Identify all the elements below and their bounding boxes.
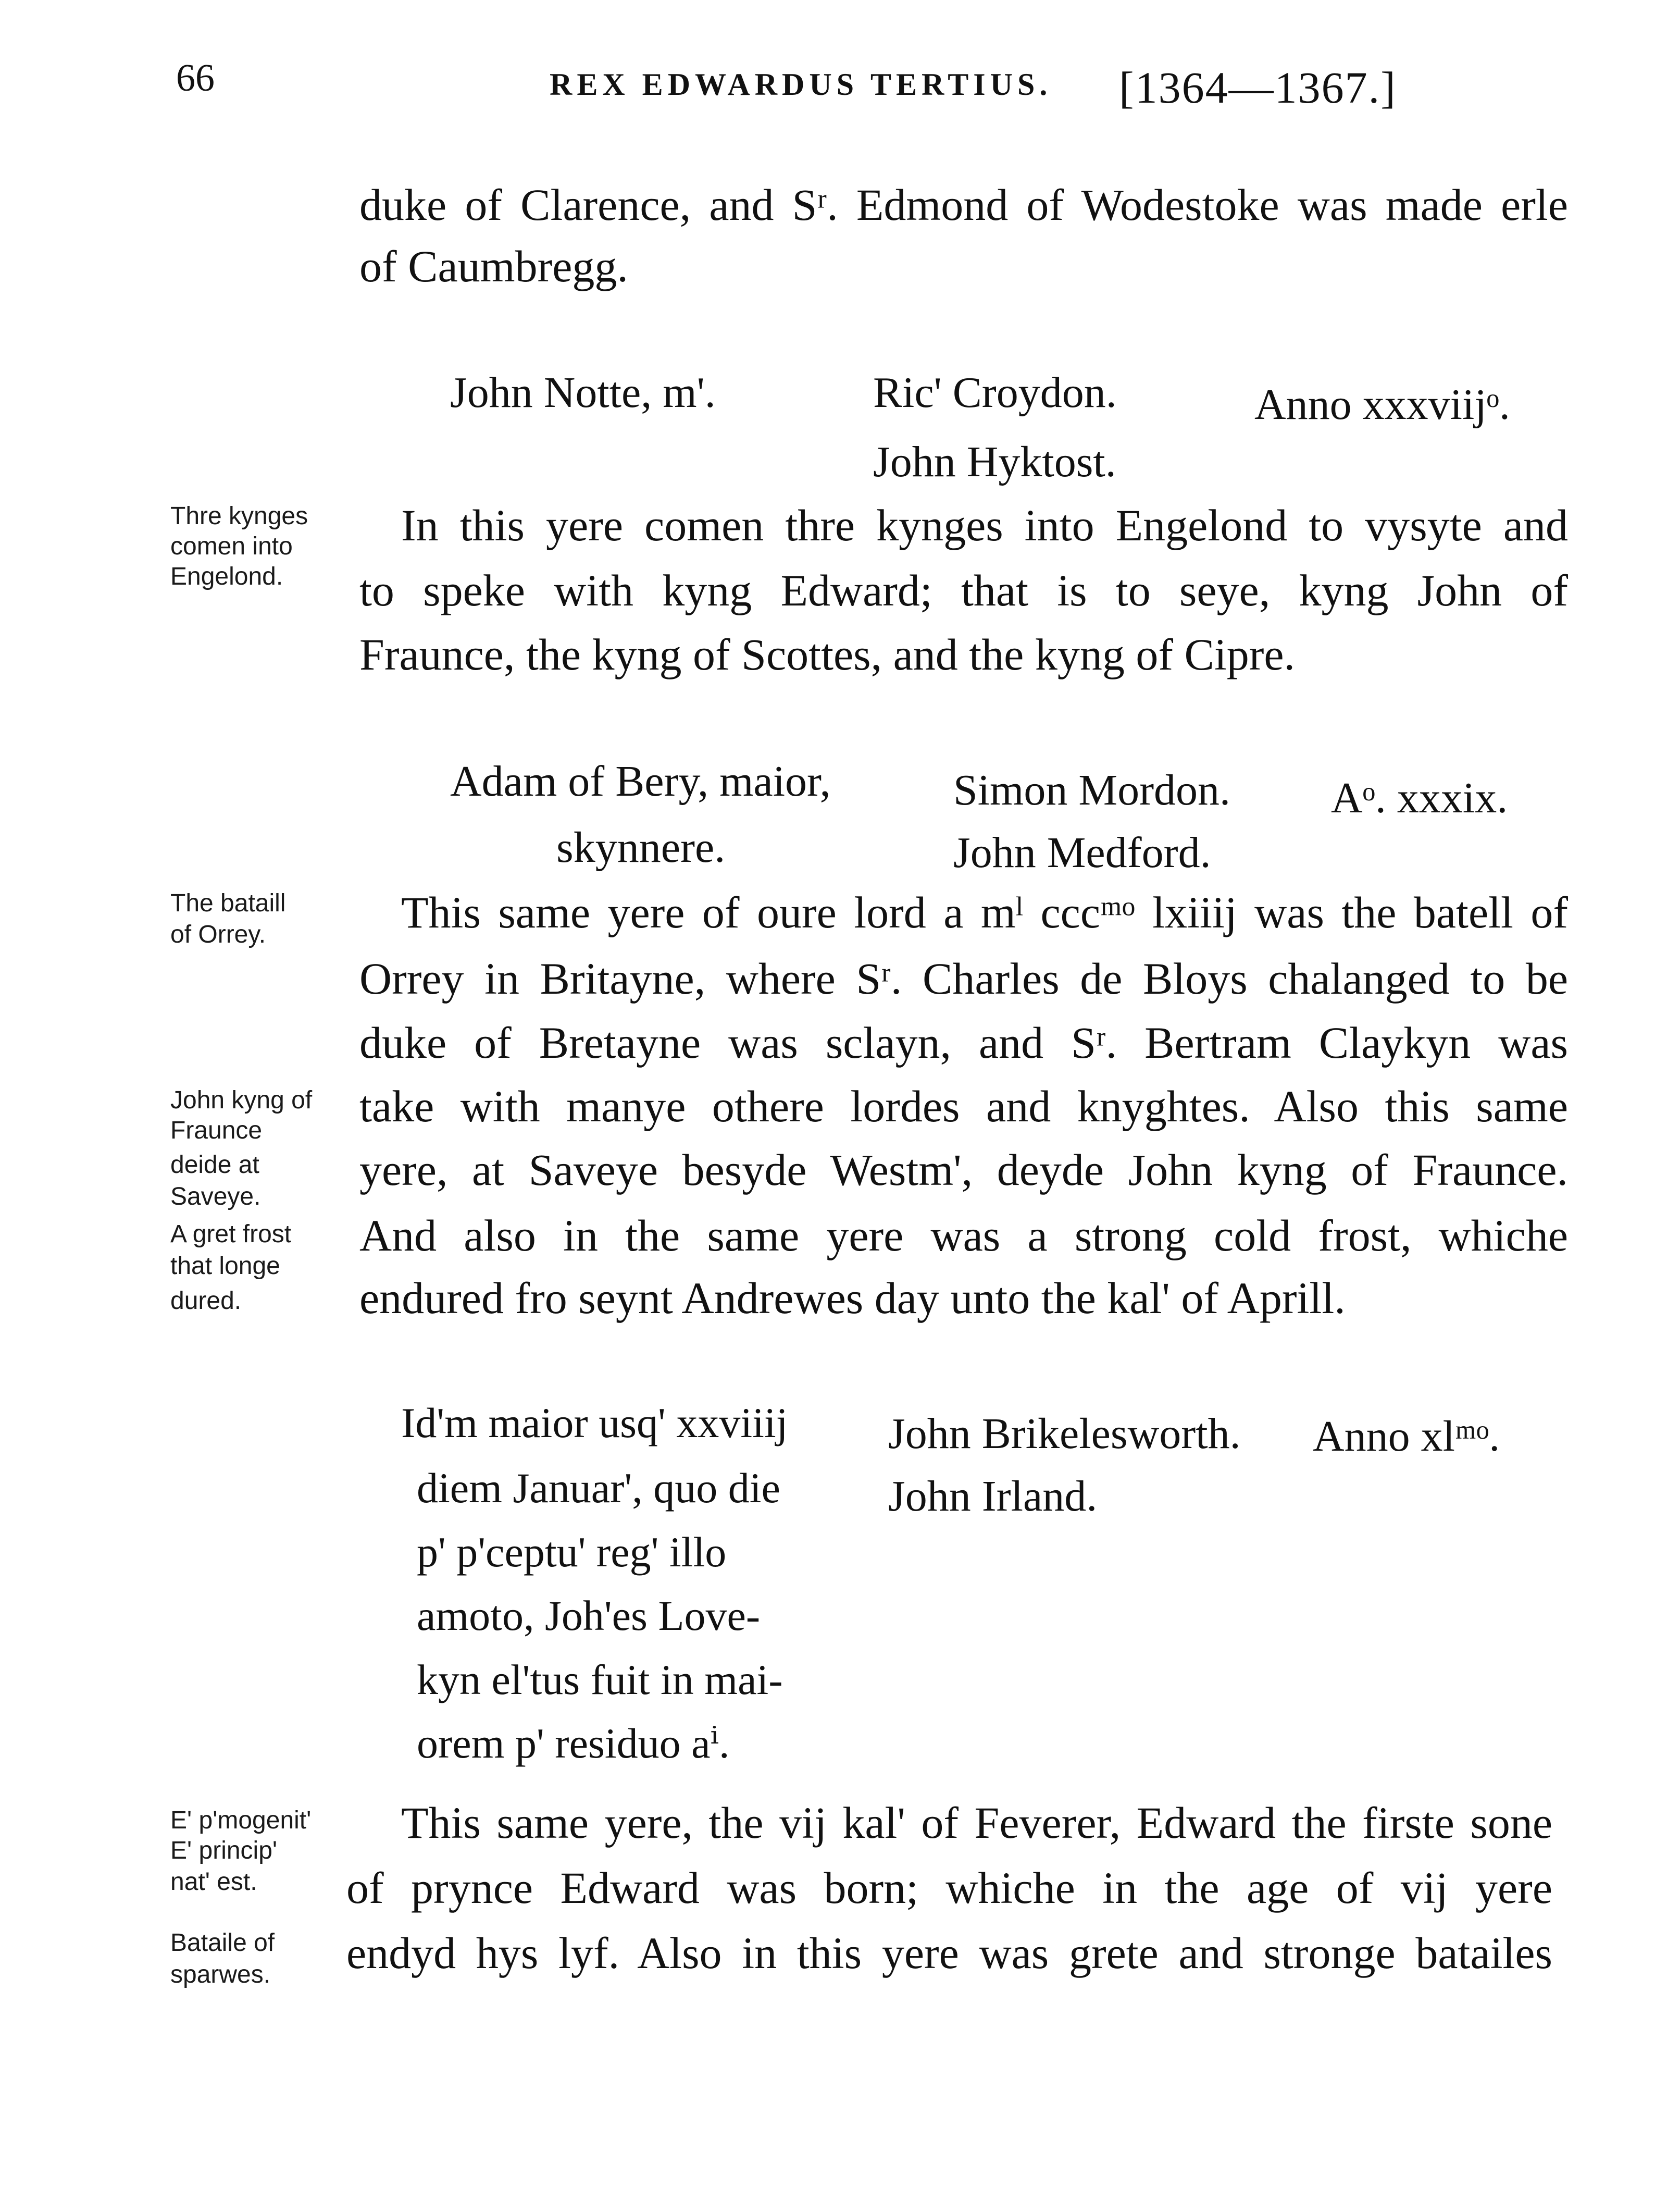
mayor-name: Adam of Bery, maior, bbox=[450, 757, 831, 806]
body-line: take with manye othere lordes and knyghtes. Also this same bbox=[359, 1081, 1568, 1131]
margin-note: dured. bbox=[170, 1287, 242, 1315]
margin-note: deide at bbox=[170, 1151, 259, 1179]
margin-note: Bataile of bbox=[170, 1929, 275, 1957]
anno-year: Aᵒ. xxxix. bbox=[1331, 774, 1508, 822]
margin-note: Fraunce bbox=[170, 1117, 263, 1144]
body-line: of Caumbregg. bbox=[359, 241, 628, 291]
body-line: duke of Clarence, and Sʳ. Edmond of Wodestoke was made erle bbox=[359, 180, 1568, 230]
sheriff-name: John Hyktost. bbox=[873, 438, 1116, 486]
body-line: This same yere of oure lord a mˡ cccᵐᵒ lxiiij was the batell of bbox=[401, 887, 1568, 937]
latin-note-line: Id'm maior usq' xxviiij bbox=[401, 1399, 788, 1446]
margin-note: The bataill bbox=[170, 889, 286, 917]
margin-note: Saveye. bbox=[170, 1183, 261, 1210]
margin-note: comen into bbox=[170, 533, 293, 560]
body-line: And also in the same yere was a strong cold frost, whiche bbox=[359, 1210, 1568, 1260]
latin-note-line: diem Januar', quo die bbox=[417, 1464, 780, 1512]
body-line: In this yere comen thre kynges into Engelond to vysyte and bbox=[401, 500, 1568, 550]
body-line: endured fro seynt Andrewes day unto the kal' of Aprill. bbox=[359, 1273, 1346, 1323]
body-line: endyd hys lyf. Also in this yere was grete and stronge batailes bbox=[346, 1928, 1552, 1978]
margin-note: A gret frost bbox=[170, 1220, 292, 1248]
page-number: 66 bbox=[176, 57, 215, 100]
latin-note-line: orem p' residuo aⁱ. bbox=[417, 1720, 730, 1767]
body-line: This same yere, the vij kal' of Feverer, Edward the firste sone bbox=[401, 1798, 1552, 1848]
body-line: yere, at Saveye besyde Westm', deyde John kyng of Fraunce. bbox=[359, 1145, 1568, 1195]
latin-note-line: kyn el'tus fuit in mai- bbox=[417, 1656, 783, 1703]
margin-note: E' princip' bbox=[170, 1837, 278, 1864]
sheriff-name: Ric' Croydon. bbox=[873, 368, 1117, 417]
margin-note: Engelond. bbox=[170, 563, 283, 590]
date-range: [1364—1367.] bbox=[1119, 63, 1397, 113]
mayor-name: John Notte, m'. bbox=[450, 368, 716, 417]
sheriff-name: John Brikelesworth. bbox=[888, 1409, 1241, 1458]
sheriff-name: Simon Mordon. bbox=[953, 766, 1231, 814]
body-line: to speke with kyng Edward; that is to seye, kyng John of bbox=[359, 565, 1568, 615]
margin-note: sparwes. bbox=[170, 1961, 271, 1988]
body-line: duke of Bretayne was sclayn, and Sʳ. Bertram Claykyn was bbox=[359, 1018, 1568, 1068]
margin-note: that longe bbox=[170, 1252, 280, 1280]
latin-note-line: p' p'ceptu' reg' illo bbox=[417, 1528, 727, 1576]
running-title: REX EDWARDUS TERTIUS. bbox=[550, 67, 1052, 102]
body-line: Orrey in Britayne, where Sʳ. Charles de Bloys chalanged to be bbox=[359, 954, 1568, 1004]
margin-note: Thre kynges bbox=[170, 502, 308, 530]
anno-year: Anno xxxviijᵒ. bbox=[1254, 380, 1510, 429]
margin-note: nat' est. bbox=[170, 1868, 257, 1896]
latin-note-line: amoto, Joh'es Love- bbox=[417, 1592, 761, 1639]
margin-note: of Orrey. bbox=[170, 921, 266, 948]
body-line: Fraunce, the kyng of Scottes, and the kyng of Cipre. bbox=[359, 629, 1296, 679]
body-line: of prynce Edward was born; whiche in the age of vij yere bbox=[346, 1863, 1552, 1913]
mayor-name: skynnere. bbox=[556, 823, 726, 872]
margin-note: John kyng of bbox=[170, 1086, 313, 1114]
sheriff-name: John Irland. bbox=[888, 1472, 1098, 1520]
anno-year: Anno xlᵐᵒ. bbox=[1313, 1412, 1500, 1461]
margin-note: E' p'mogenit' bbox=[170, 1807, 312, 1834]
sheriff-name: John Medford. bbox=[953, 829, 1211, 877]
